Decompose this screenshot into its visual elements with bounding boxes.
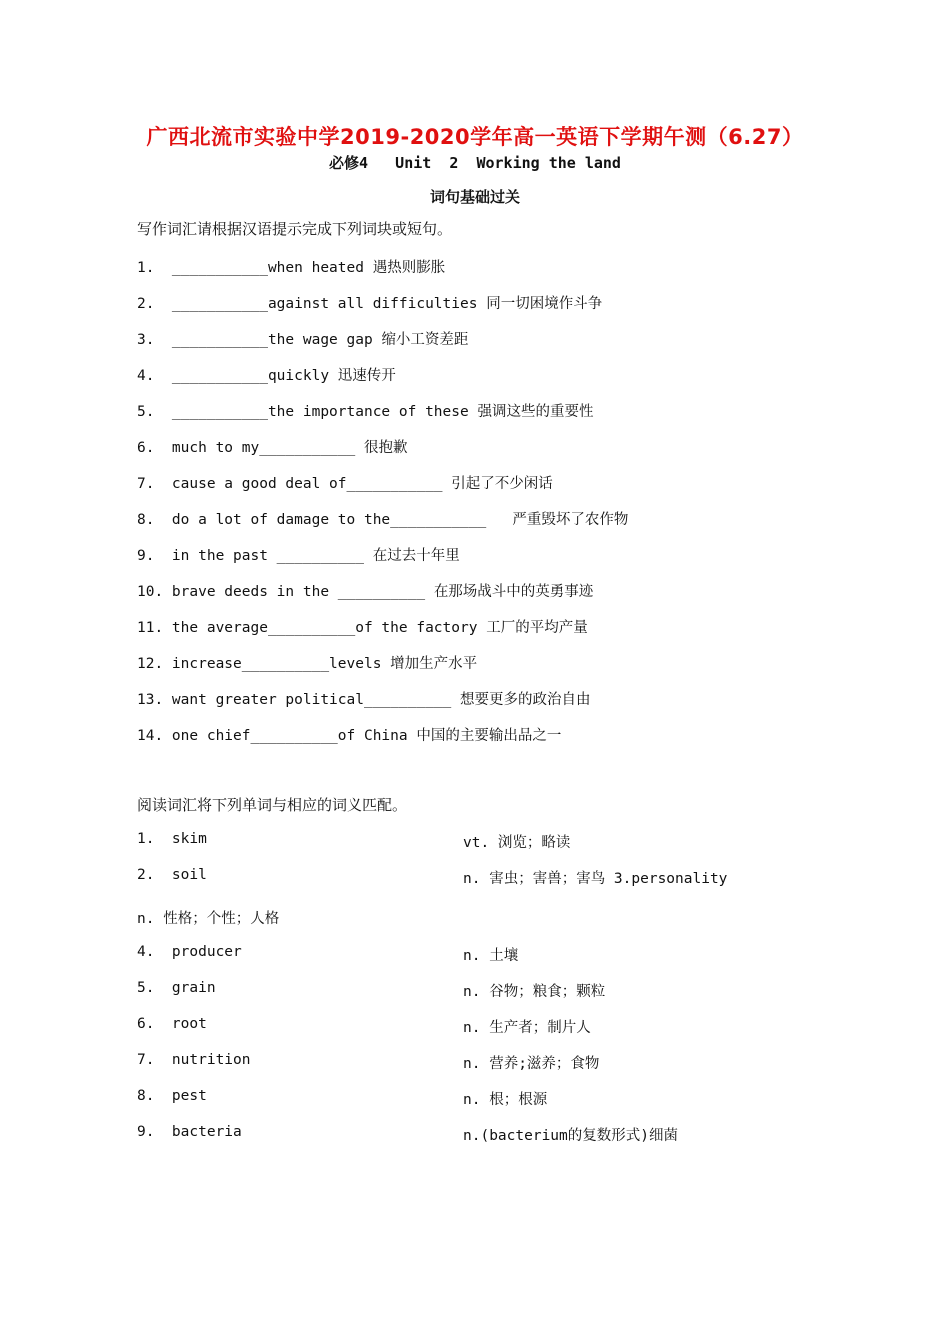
- writing-item-en: 11. the average__________of the factory: [137, 620, 487, 636]
- writing-item-en: 14. one chief__________of China: [137, 728, 417, 744]
- writing-item: [137, 508, 628, 529]
- reading-word: 6. root: [137, 1016, 207, 1032]
- writing-item-cn: 缩小工资差距: [381, 332, 469, 348]
- document-title: 广西北流市实验中学2019-2020学年高一英语下学期午测（6.27）: [146, 125, 804, 149]
- section-heading: 词句基础过关: [429, 188, 520, 206]
- writing-item: [137, 724, 561, 745]
- writing-item-cn: 在那场战斗中的英勇事迹: [433, 584, 594, 600]
- reading-meaning: n. 性格；个性；人格: [137, 911, 280, 927]
- writing-item-cn: 增加生产水平: [390, 656, 478, 672]
- writing-item-cn: 强调这些的重要性: [477, 404, 594, 420]
- writing-item-cn: 迅速传开: [337, 368, 396, 384]
- reading-meaning: n. 生产者；制片人: [463, 1020, 591, 1036]
- writing-item: [137, 688, 591, 709]
- writing-item: [137, 256, 445, 277]
- writing-item-en: 3. ___________the wage gap: [137, 332, 382, 348]
- writing-item-en: 7. cause a good deal of___________: [137, 476, 452, 492]
- reading-meaning: vt. 浏览；略读: [463, 835, 571, 851]
- writing-item-en: 8. do a lot of damage to the___________: [137, 512, 513, 528]
- reading-meaning: n.(bacterium的复数形式)细菌: [463, 1128, 678, 1144]
- writing-item: [137, 544, 460, 565]
- writing-item: [137, 652, 477, 673]
- writing-item: [137, 292, 602, 313]
- writing-item-cn: 中国的主要输出品之一: [416, 728, 562, 744]
- reading-word: 4. producer: [137, 944, 242, 960]
- writing-item-cn: 遇热则膨胀: [372, 260, 446, 276]
- reading-meaning: n. 谷物；粮食；颗粒: [463, 984, 606, 1000]
- writing-item: [137, 328, 468, 349]
- reading-word: 2. soil: [137, 867, 207, 883]
- document-subtitle: 必修4 Unit 2 Working the land: [329, 154, 621, 172]
- reading-word: 7. nutrition: [137, 1052, 251, 1068]
- reading-word: 1. skim: [137, 831, 207, 847]
- writing-item-en: 4. ___________quickly: [137, 368, 338, 384]
- writing-item-cn: 同一切困境作斗争: [486, 296, 603, 312]
- reading-meaning: n. 根；根源: [463, 1092, 548, 1108]
- writing-item-en: 12. increase__________levels: [137, 656, 391, 672]
- reading-meaning: n. 营养;滋养；食物: [463, 1056, 600, 1072]
- writing-item-cn: 在过去十年里: [372, 548, 460, 564]
- writing-item-en: 9. in the past __________: [137, 548, 373, 564]
- writing-item-cn: 严重毁坏了农作物: [512, 512, 629, 528]
- writing-item-cn: 工厂的平均产量: [486, 620, 588, 636]
- reading-word: 5. grain: [137, 980, 216, 996]
- writing-item: [137, 364, 396, 385]
- reading-instruction: 阅读词汇将下列单词与相应的词义匹配。: [137, 796, 408, 814]
- writing-item: [137, 616, 588, 637]
- writing-item-en: 6. much to my___________: [137, 440, 364, 456]
- reading-word: 8. pest: [137, 1088, 207, 1104]
- writing-item: [137, 472, 553, 493]
- writing-item-en: 10. brave deeds in the __________: [137, 584, 434, 600]
- reading-word: 9. bacteria: [137, 1124, 242, 1140]
- writing-item-cn: 引起了不少闲话: [451, 476, 553, 492]
- writing-item-en: 13. want greater political__________: [137, 692, 461, 708]
- writing-item-en: 1. ___________when heated: [137, 260, 373, 276]
- writing-item-en: 5. ___________the importance of these: [137, 404, 478, 420]
- writing-item-cn: 想要更多的政治自由: [460, 692, 591, 708]
- writing-item: [137, 580, 593, 601]
- reading-meaning: n. 土壤: [463, 948, 519, 964]
- writing-item: [137, 436, 407, 457]
- writing-instruction: 写作词汇请根据汉语提示完成下列词块或短句。: [137, 220, 453, 238]
- writing-item: [137, 400, 593, 421]
- writing-item-en: 2. ___________against all difficulties: [137, 296, 487, 312]
- writing-item-cn: 很抱歉: [363, 440, 408, 456]
- reading-meaning: n. 害虫；害兽；害鸟 3.personality: [463, 871, 728, 887]
